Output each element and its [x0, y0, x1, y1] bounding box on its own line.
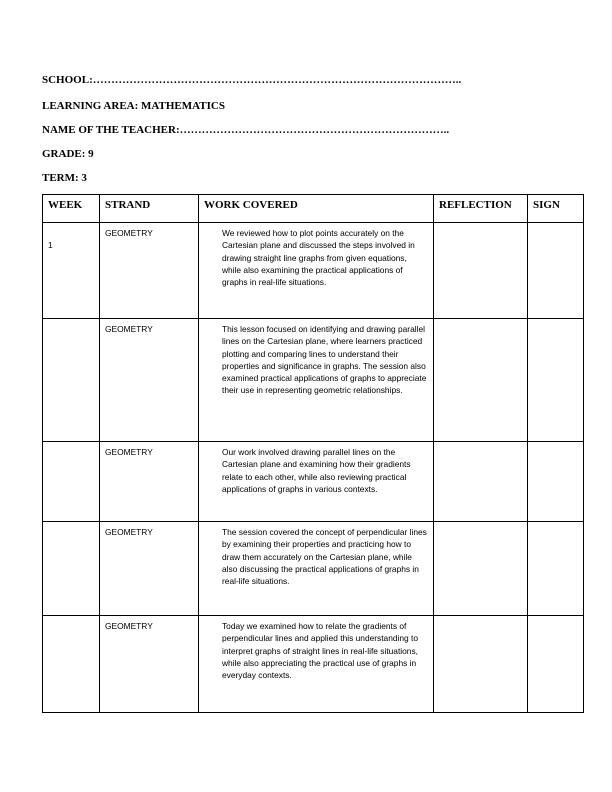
reflection-cell[interactable]	[434, 522, 528, 616]
reflection-cell[interactable]	[434, 442, 528, 522]
table-row	[43, 442, 584, 522]
week-cell: 1	[43, 223, 100, 319]
school-line: SCHOOL:………………………………………………………………………………………..	[42, 74, 462, 86]
term-line: TERM: 3	[42, 172, 87, 184]
week-cell	[43, 522, 100, 616]
sign-cell[interactable]	[528, 616, 584, 713]
strand-cell: GEOMETRY	[100, 442, 199, 522]
reflection-cell[interactable]	[434, 319, 528, 442]
table-row	[43, 522, 584, 616]
work-covered-cell: Today we examined how to relate the gradients of perpendicular lines and applied this understanding to interpret graphs of straight lines in real-life situations, while also appreciating the practical use of graphs in everyday contexts.	[199, 616, 434, 713]
sign-cell[interactable]	[528, 522, 584, 616]
grade-line: GRADE: 9	[42, 148, 94, 160]
work-covered-cell: This lesson focused on identifying and drawing parallel lines on the Cartesian plane, where learners practiced plotting and comparing lines to understand their properties and significance in graphs. The session also examined practical applications of graphs to appreciate their use in representing geometric relationships.	[199, 319, 434, 442]
teacher-name-line: NAME OF THE TEACHER:………………………………………………………………..	[42, 124, 450, 136]
work-covered-cell: The session covered the concept of perpendicular lines by examining their properties and practicing how to draw them accurately on the Cartesian plane, while also discussing the practical applications of graphs in real-life situations.	[199, 522, 434, 616]
col-header-sign: SIGN	[528, 195, 584, 223]
strand-cell: GEOMETRY	[100, 223, 199, 319]
table-header-row	[43, 195, 584, 223]
col-header-week: WEEK	[43, 195, 100, 223]
col-header-reflection: REFLECTION	[434, 195, 528, 223]
sign-cell[interactable]	[528, 223, 584, 319]
learning-area-line: LEARNING AREA: MATHEMATICS	[42, 100, 225, 112]
week-cell	[43, 616, 100, 713]
reflection-cell[interactable]	[434, 223, 528, 319]
week-cell	[43, 442, 100, 522]
work-covered-cell: Our work involved drawing parallel lines on the Cartesian plane and examining how their gradients relate to each other, while also reviewing practical applications of graphs in various contexts.	[199, 442, 434, 522]
table-row	[43, 319, 584, 442]
strand-cell: GEOMETRY	[100, 522, 199, 616]
sign-cell[interactable]	[528, 442, 584, 522]
reflection-cell[interactable]	[434, 616, 528, 713]
work-covered-cell: We reviewed how to plot points accurately on the Cartesian plane and discussed the steps involved in drawing straight line graphs from given equations, while also examining the practical applications of graphs in real-life situations.	[199, 223, 434, 319]
week-cell	[43, 319, 100, 442]
sign-cell[interactable]	[528, 319, 584, 442]
strand-cell: GEOMETRY	[100, 319, 199, 442]
table-row	[43, 616, 584, 713]
work-covered-table	[42, 194, 584, 713]
col-header-work-covered: WORK COVERED	[199, 195, 434, 223]
strand-cell: GEOMETRY	[100, 616, 199, 713]
col-header-strand: STRAND	[100, 195, 199, 223]
table-row	[43, 223, 584, 319]
